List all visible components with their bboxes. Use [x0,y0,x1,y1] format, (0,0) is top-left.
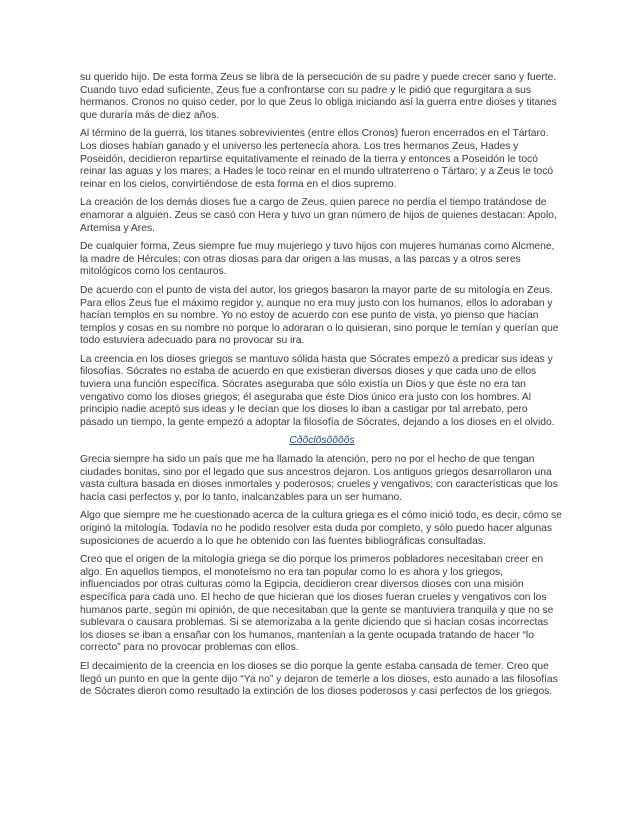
paragraph: su querido hijo. De esta forma Zeus se libra de la persecución de su padre y puede crecer sano y fuerte. Cuando tuvo edad suficiente, Zeus fue a confrontarse con su padre y le pidió que regurgitara a sus hermanos. Cronos no quiso ceder, por lo que Zeus lo obliga iniciando así la guerra entre dioses y titanes que duraría más de diez años. [80,72,557,121]
paragraph: Grecia siempre ha sido un país que me ha llamado la atención, pero no por el hecho de que tengan ciudades bonitas, sino por el legado que sus ancestros dejaron. Los antiguos griegos desarrollaron una vasta cultura basada en dioses inmortales y poderosos; crueles y vengativos; con características que los hacía casi perfectos y, por lo tanto, inalcanzables para un ser humano. [80,454,558,503]
paragraph: La creencia en los dioses griegos se mantuvo sólida hasta que Sócrates empezó a predicar sus ideas y filosofías. Sócrates no estaba de acuerdo en que existieran diversos dioses y que cada uno de ellos tuviera una función específica. Sócrates aseguraba que sólo existía un Dios y que éste no era tan vengativo como los dioses griegos; él aseguraba que éste Dios único era justo con los hombres. Al principio nadie aceptó sus ideas y le decían que los dioses lo iban a castigar por tal arrebato, pero pasado un tiempo, la gente empezó a adoptar la filosofía de Sócrates, dejando a los dioses en el olvido. [80,353,555,428]
paragraph: De acuerdo con el punto de vista del autor, los griegos basaron la mayor parte de su mitología en Zeus. Para ellos Zeus fue el máximo regidor y, aunque no era muy justo con los humanos, ellos lo adoraban y hacían templos en su nombre. Yo no estoy de acuerdo con ese punto de vista, yo pienso que hacían templos y cosas en su nombre no porque lo adoraran o lo quisieran, sino porque le temían y querían que todo estuviera adecuado para no provocar su ira. [80,284,559,347]
section-heading: Cðõclõsõõõõs [289,435,355,447]
paragraph: El decaimiento de la creencia en los dioses se dio porque la gente estaba cansada de temer. Creo que llegó un punto en que la gente dijo “Ya no” y dejaron de temerle a los dioses, esto aunado a las filosofías de Sócrates dieron como resultado la extinción de los dioses poderosos y casi perfectos de los griegos. [80,660,558,698]
paragraph: Al término de la guerra, los titanes sobrevivientes (entre ellos Cronos) fueron encerrados en el Tártaro. Los dioses habían ganado y el universo les pertenecía ahora. Los tres hermanos Zeus, Hades y Poseidón, decidieron repartirse equitativamente el reinado de la tierra y entonces a Poseidón le tocó reinar las aguas y los mares; a Hades le toco reinar en el mundo ultraterreno o Tártaro; y a Zeus le tocó reinar en los cielos, convirtiéndose de esta forma en el dios supremo. [80,128,554,190]
paragraph: Algo que siempre me he cuestionado acerca de la cultura griega es el cómo inició todo, es decir, cómo se originó la mitología. Todavía no he podido resolver esta duda por completo, y sólo puedo hacer algunas suposiciones de acuerdo a lo que he obtenido con las fuentes bibliográficas consultadas. [80,510,562,547]
document-body [80,72,564,705]
paragraph: De cualquier forma, Zeus siempre fue muy mujeriego y tuvo hijos con mujeres humanas como Alcmene, la madre de Hércules; con otras diosas para dar origen a las musas, a las parcas y a otros seres mitológicos como los centauros. [80,241,555,278]
paragraph: Creo que el origen de la mitología griega se dio porque los primeros pobladores necesitaban creer en algo. En aquellos tiempos, el monoteísmo no era tan popular como lo es ahora y los griegos, influenciados por otras culturas como la Egipcia, decidieron crear diversos dioses con una misión específica para cada uno. El hecho de que hicieran que los dioses fueran crueles y vengativos con los humanos parte, según mi opinión, de que necesitaban que la gente se mantuviera tranquila y que no se sublevara o causara problemas. Si se atemorizaba a la gente diciendo que si hacían cosas incorrectas los dioses se iban a ensañar con los humanos, mantenían a la gente ocupada tratando de hacer “lo correcto” para no provocar problemas con ellos. [80,554,554,654]
paragraph: La creación de los demás dioses fue a cargo de Zeus, quien parece no perdía el tiempo tratándose de enamorar a alguien. Zeus se casó con Hera y tuvo un gran número de hijos de quienes destacan: Apolo, Artemisa y Ares. [80,197,557,234]
